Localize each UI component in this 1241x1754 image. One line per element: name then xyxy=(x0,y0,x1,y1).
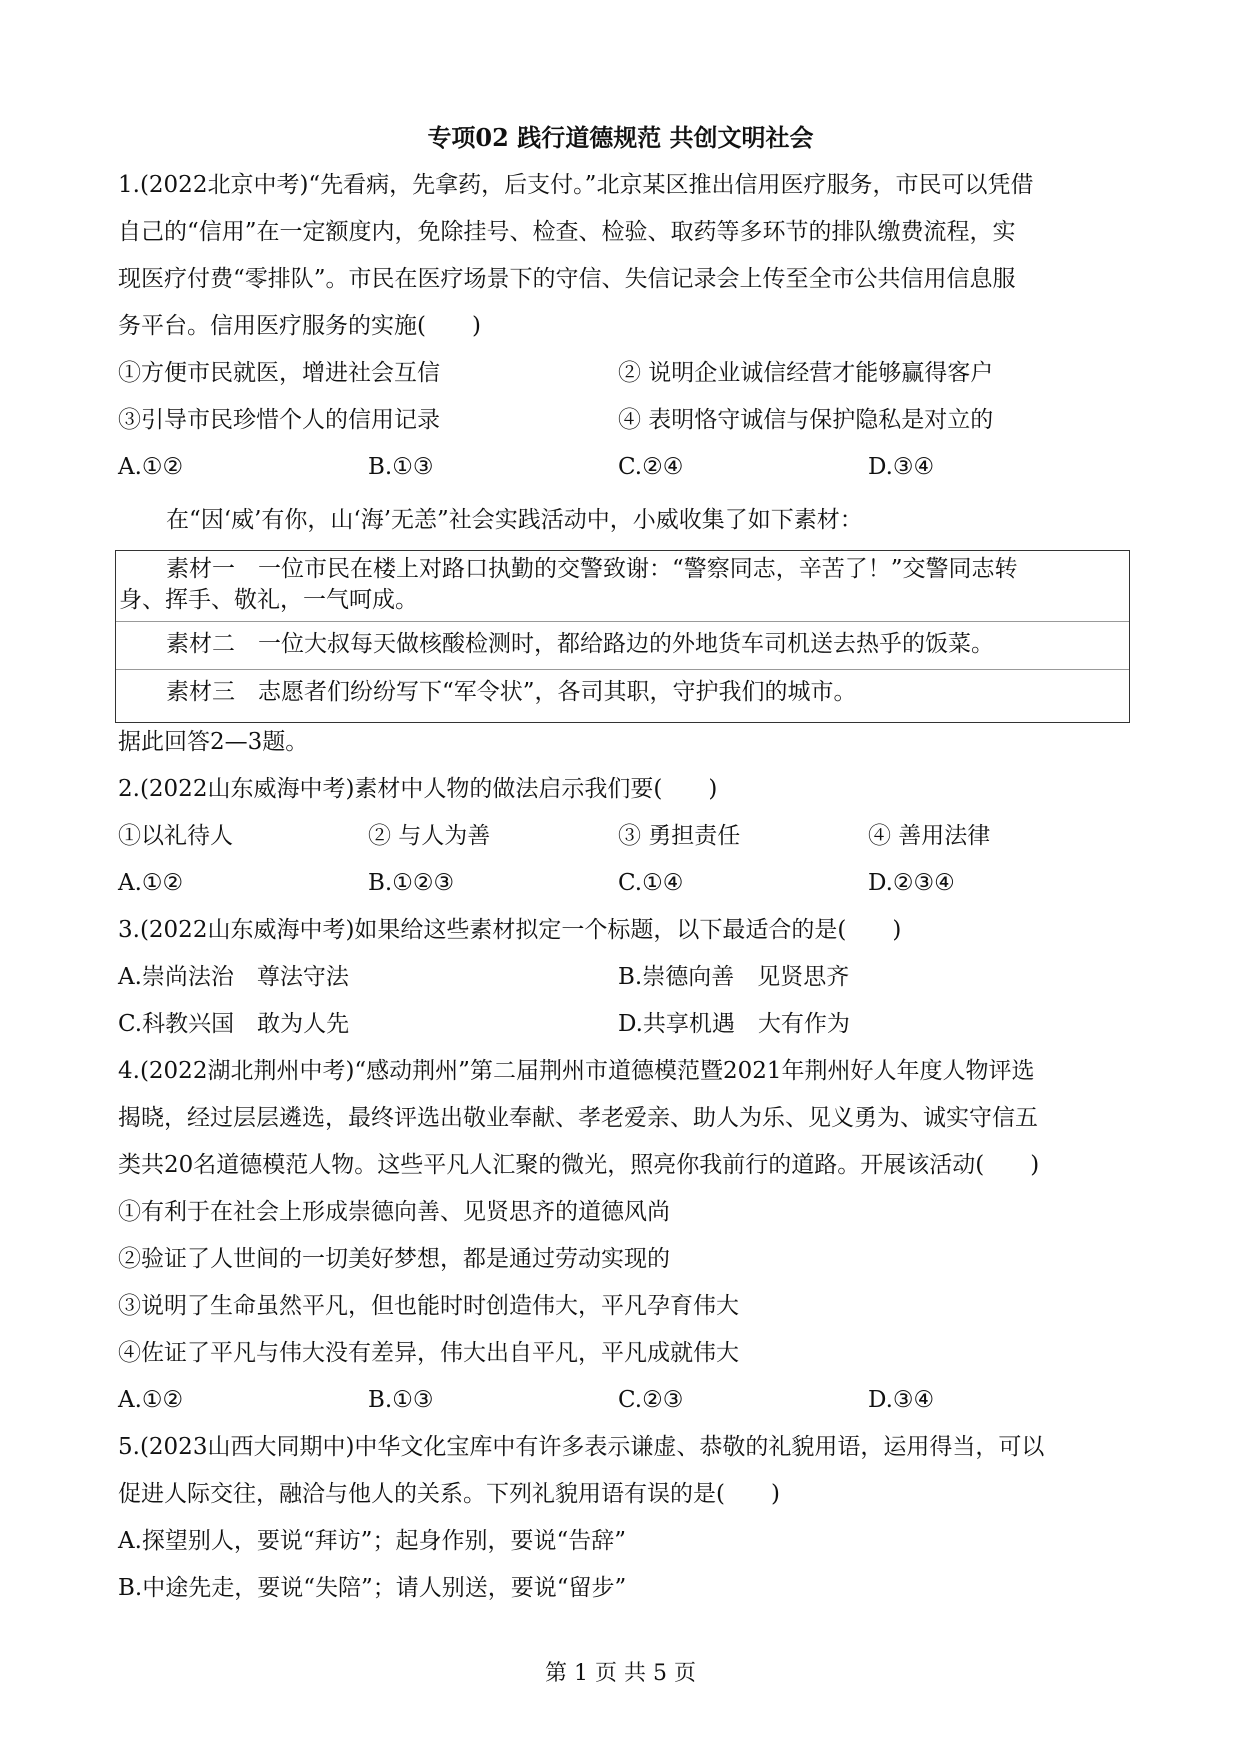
material-2: 素材二 一位大叔每天做核酸检测时，都给路边的外地货车司机送去热乎的饭菜。 xyxy=(166,631,994,657)
q1-line-2: 自己的“信用”在一定额度内，免除挂号、检查、检验、取药等多环节的排队缴费流程，实 xyxy=(118,219,1016,245)
answer-prompt: 据此回答2—3题。 xyxy=(118,729,309,755)
q5-choice-a: A.探望别人，要说“拜访”；起身作别，要说“告辞” xyxy=(118,1528,626,1554)
box-divider xyxy=(116,669,1129,670)
q2-choice-b: B.①②③ xyxy=(368,870,455,896)
q4-choice-a: A.①② xyxy=(118,1387,184,1413)
q2-item-2: ② 与人为善 xyxy=(368,823,491,849)
q1-choice-d: D.③④ xyxy=(868,454,935,480)
q3-choice-a: A.崇尚法治 尊法守法 xyxy=(118,964,349,990)
q5-line-2: 促进人际交往，融洽与他人的关系。下列礼貌用语有误的是( ) xyxy=(118,1481,780,1507)
q5-choice-b: B.中途先走，要说“失陪”；请人别送，要说“留步” xyxy=(118,1575,627,1601)
q3-choice-c: C.科教兴国 敢为人先 xyxy=(118,1011,350,1037)
q4-item-2: ②验证了人世间的一切美好梦想，都是通过劳动实现的 xyxy=(118,1246,670,1272)
q1-item-3: ③引导市民珍惜个人的信用记录 xyxy=(118,407,440,433)
q4-line-2: 揭晓，经过层层遴选，最终评选出敬业奉献、孝老爱亲、助人为乐、见义勇为、诚实守信五 xyxy=(118,1105,1038,1131)
q1-choice-a: A.①② xyxy=(118,454,184,480)
q4-item-1: ①有利于在社会上形成崇德向善、见贤思齐的道德风尚 xyxy=(118,1199,670,1225)
page-number: 第 1 页 共 5 页 xyxy=(545,1661,696,1686)
q3-stem: 3.(2022山东威海中考)如果给这些素材拟定一个标题，以下最适合的是( ) xyxy=(118,917,902,943)
q5-line-1: 5.(2023山西大同期中)中华文化宝库中有许多表示谦虚、恭敬的礼貌用语，运用得当，可以 xyxy=(118,1434,1045,1460)
q2-stem: 2.(2022山东威海中考)素材中人物的做法启示我们要( ) xyxy=(118,776,718,802)
q3-choice-b: B.崇德向善 见贤思齐 xyxy=(618,964,850,990)
q4-item-3: ③说明了生命虽然平凡，但也能时时创造伟大，平凡孕育伟大 xyxy=(118,1293,739,1319)
material-1-line-1: 素材一 一位市民在楼上对路口执勤的交警致谢：“警察同志，辛苦了！”交警同志转 xyxy=(166,556,1018,582)
q1-line-4: 务平台。信用医疗服务的实施( ) xyxy=(118,313,481,339)
q4-item-4: ④佐证了平凡与伟大没有差异，伟大出自平凡，平凡成就伟大 xyxy=(118,1340,739,1366)
q1-item-2: ② 说明企业诚信经营才能够赢得客户 xyxy=(618,360,994,386)
q1-item-1: ①方便市民就医，增进社会互信 xyxy=(118,360,440,386)
q2-item-3: ③ 勇担责任 xyxy=(618,823,741,849)
q4-line-3: 类共20名道德模范人物。这些平凡人汇聚的微光，照亮你我前行的道路。开展该活动( ) xyxy=(118,1152,1040,1178)
q1-line-1: 1.(2022北京中考)“先看病，先拿药，后支付。”北京某区推出信用医疗服务，市民可以凭借 xyxy=(118,172,1034,198)
materials-box xyxy=(115,550,1130,723)
q1-item-4: ④ 表明恪守诚信与保护隐私是对立的 xyxy=(618,407,994,433)
material-3: 素材三 志愿者们纷纷写下“军令状”，各司其职，守护我们的城市。 xyxy=(166,679,857,705)
q2-item-4: ④ 善用法律 xyxy=(868,823,991,849)
q1-choice-b: B.①③ xyxy=(368,454,434,480)
q2-item-1: ①以礼待人 xyxy=(118,823,233,849)
q2-choice-d: D.②③④ xyxy=(868,870,955,896)
page-title: 专项02 践行道德规范 共创文明社会 xyxy=(427,123,814,152)
q2-choice-a: A.①② xyxy=(118,870,184,896)
box-divider xyxy=(116,621,1129,622)
q4-choice-c: C.②③ xyxy=(618,1387,684,1413)
q2-choice-c: C.①④ xyxy=(618,870,684,896)
material-1-line-2: 身、挥手、敬礼，一气呵成。 xyxy=(119,587,418,613)
q1-line-3: 现医疗付费“零排队”。市民在医疗场景下的守信、失信记录会上传至全市公共信用信息服 xyxy=(118,266,1016,292)
q4-choice-b: B.①③ xyxy=(368,1387,434,1413)
q1-choice-c: C.②④ xyxy=(618,454,684,480)
q3-choice-d: D.共享机遇 大有作为 xyxy=(618,1011,850,1037)
q4-line-1: 4.(2022湖北荆州中考)“感动荆州”第二届荆州市道德模范暨2021年荆州好人年度人物评选 xyxy=(118,1058,1035,1084)
q4-choice-d: D.③④ xyxy=(868,1387,935,1413)
materials-intro: 在“因‘威’有你，山‘海’无恙”社会实践活动中，小威收集了如下素材： xyxy=(166,507,863,533)
